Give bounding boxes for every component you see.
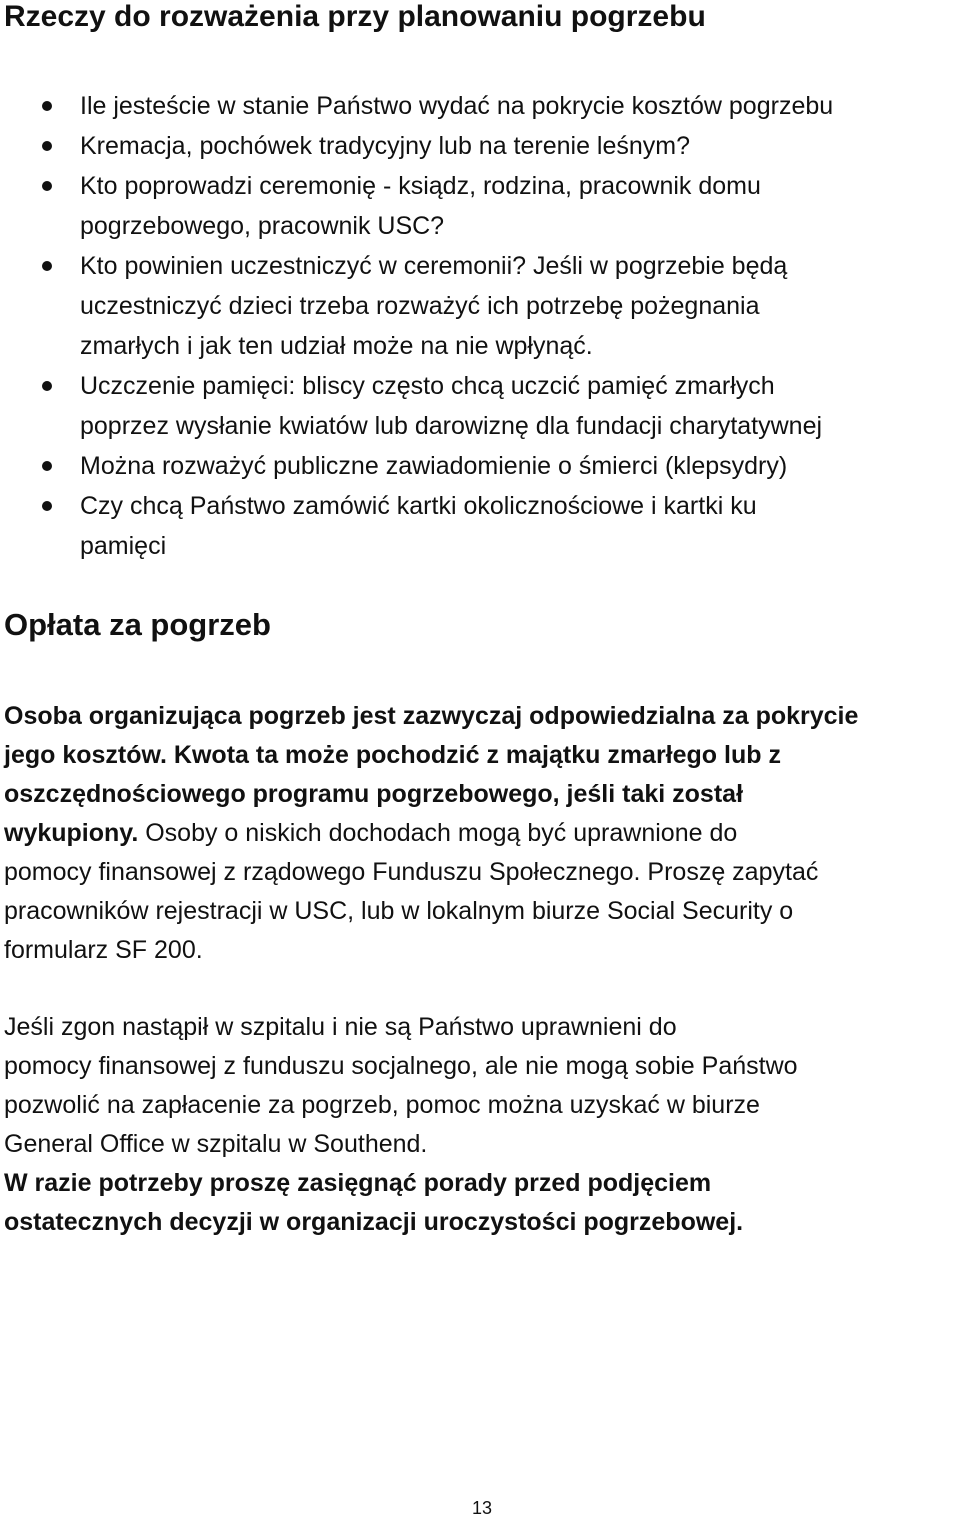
list-item: [0, 486, 960, 566]
list-item: [0, 246, 960, 366]
bullet-dot-icon: [42, 381, 52, 391]
paragraph-line: [4, 736, 959, 775]
bold-text: Osoba organizująca pogrzeb jest zazwyczaj odpowiedzialna za pokrycie: [4, 702, 859, 730]
considerations-list: [0, 86, 960, 566]
list-item-text-line: Kto poprowadzi ceremonię - ksiądz, rodzina, pracownik domu: [80, 172, 761, 200]
paragraph-line: [4, 1164, 959, 1203]
bullet-dot-icon: [42, 141, 52, 151]
paragraph-line: [4, 1125, 959, 1164]
bullet-dot-icon: [42, 261, 52, 271]
bold-text: oszczędnościowego programu pogrzebowego, jeśli taki został: [4, 780, 744, 808]
paragraph-line: [4, 892, 959, 931]
list-item: [0, 446, 960, 486]
paragraph-line: [4, 931, 959, 970]
list-item: [0, 86, 960, 126]
paragraph-line: [4, 775, 959, 814]
body-text: pracowników rejestracji w USC, lub w lokalnym biurze Social Security o: [4, 897, 794, 925]
paragraph-line: [4, 814, 959, 853]
body-text: General Office w szpitalu w Southend.: [4, 1130, 428, 1158]
list-item-text-line: Czy chcą Państwo zamówić kartki okolicznościowe i kartki ku: [80, 492, 757, 520]
list-item-text-line: pamięci: [80, 532, 167, 560]
paragraph-line: [4, 853, 959, 892]
list-item-text-line: poprzez wysłanie kwiatów lub darowiznę dla fundacji charytatywnej: [80, 412, 823, 440]
list-item-text-line: Ile jesteście w stanie Państwo wydać na pokrycie kosztów pogrzebu: [80, 92, 834, 120]
bold-text: W razie potrzeby proszę zasięgnąć porady przed podjęciem: [4, 1169, 712, 1197]
body-text: pozwolić na zapłacenie za pogrzeb, pomoc można uzyskać w biurze: [4, 1091, 760, 1119]
body-text: Jeśli zgon nastąpił w szpitalu i nie są Państwo uprawnieni do: [4, 1013, 677, 1041]
paragraph-line: [4, 1008, 959, 1047]
funeral-fee-paragraph: [4, 697, 959, 970]
paragraph-line: [4, 697, 959, 736]
paragraph-line: [4, 1047, 959, 1086]
hospital-assistance-paragraph: [4, 1008, 959, 1242]
list-item-text-line: Kremacja, pochówek tradycyjny lub na terenie leśnym?: [80, 132, 691, 160]
bullet-dot-icon: [42, 181, 52, 191]
list-item: [0, 126, 960, 166]
body-text: pomocy finansowej z funduszu socjalnego, ale nie mogą sobie Państwo: [4, 1052, 798, 1080]
list-item-text-line: Uczczenie pamięci: bliscy często chcą uczcić pamięć zmarłych: [80, 372, 775, 400]
body-text: pomocy finansowej z rządowego Funduszu Społecznego. Proszę zapytać: [4, 858, 819, 886]
page-title: Rzeczy do rozważenia przy planowaniu pogrzebu: [4, 0, 706, 33]
bullet-dot-icon: [42, 501, 52, 511]
list-item: [0, 366, 960, 446]
body-text: Osoby o niskich dochodach mogą być uprawnione do: [138, 819, 738, 847]
bullet-dot-icon: [42, 461, 52, 471]
list-item-text-line: zmarłych i jak ten udział może na nie wpłynąć.: [80, 332, 593, 360]
bold-text: jego kosztów. Kwota ta może pochodzić z majątku zmarłego lub z: [4, 741, 781, 769]
list-item: [0, 166, 960, 246]
list-item-text-line: Kto powinien uczestniczyć w ceremonii? Jeśli w pogrzebie będą: [80, 252, 788, 280]
paragraph-line: [4, 1203, 959, 1242]
bold-text: ostatecznych decyzji w organizacji uroczystości pogrzebowej.: [4, 1208, 744, 1236]
page-number: 13: [471, 1498, 493, 1518]
section-heading-funeral-fee: Opłata za pogrzeb: [4, 607, 271, 642]
list-item-text-line: uczestniczyć dzieci trzeba rozważyć ich potrzebę pożegnania: [80, 292, 760, 320]
bold-text: wykupiony.: [4, 819, 139, 847]
bullet-dot-icon: [42, 101, 52, 111]
list-item-text-line: Można rozważyć publiczne zawiadomienie o śmierci (klepsydry): [80, 452, 788, 480]
paragraph-line: [4, 1086, 959, 1125]
body-text: formularz SF 200.: [4, 936, 203, 964]
list-item-text-line: pogrzebowego, pracownik USC?: [80, 212, 445, 240]
